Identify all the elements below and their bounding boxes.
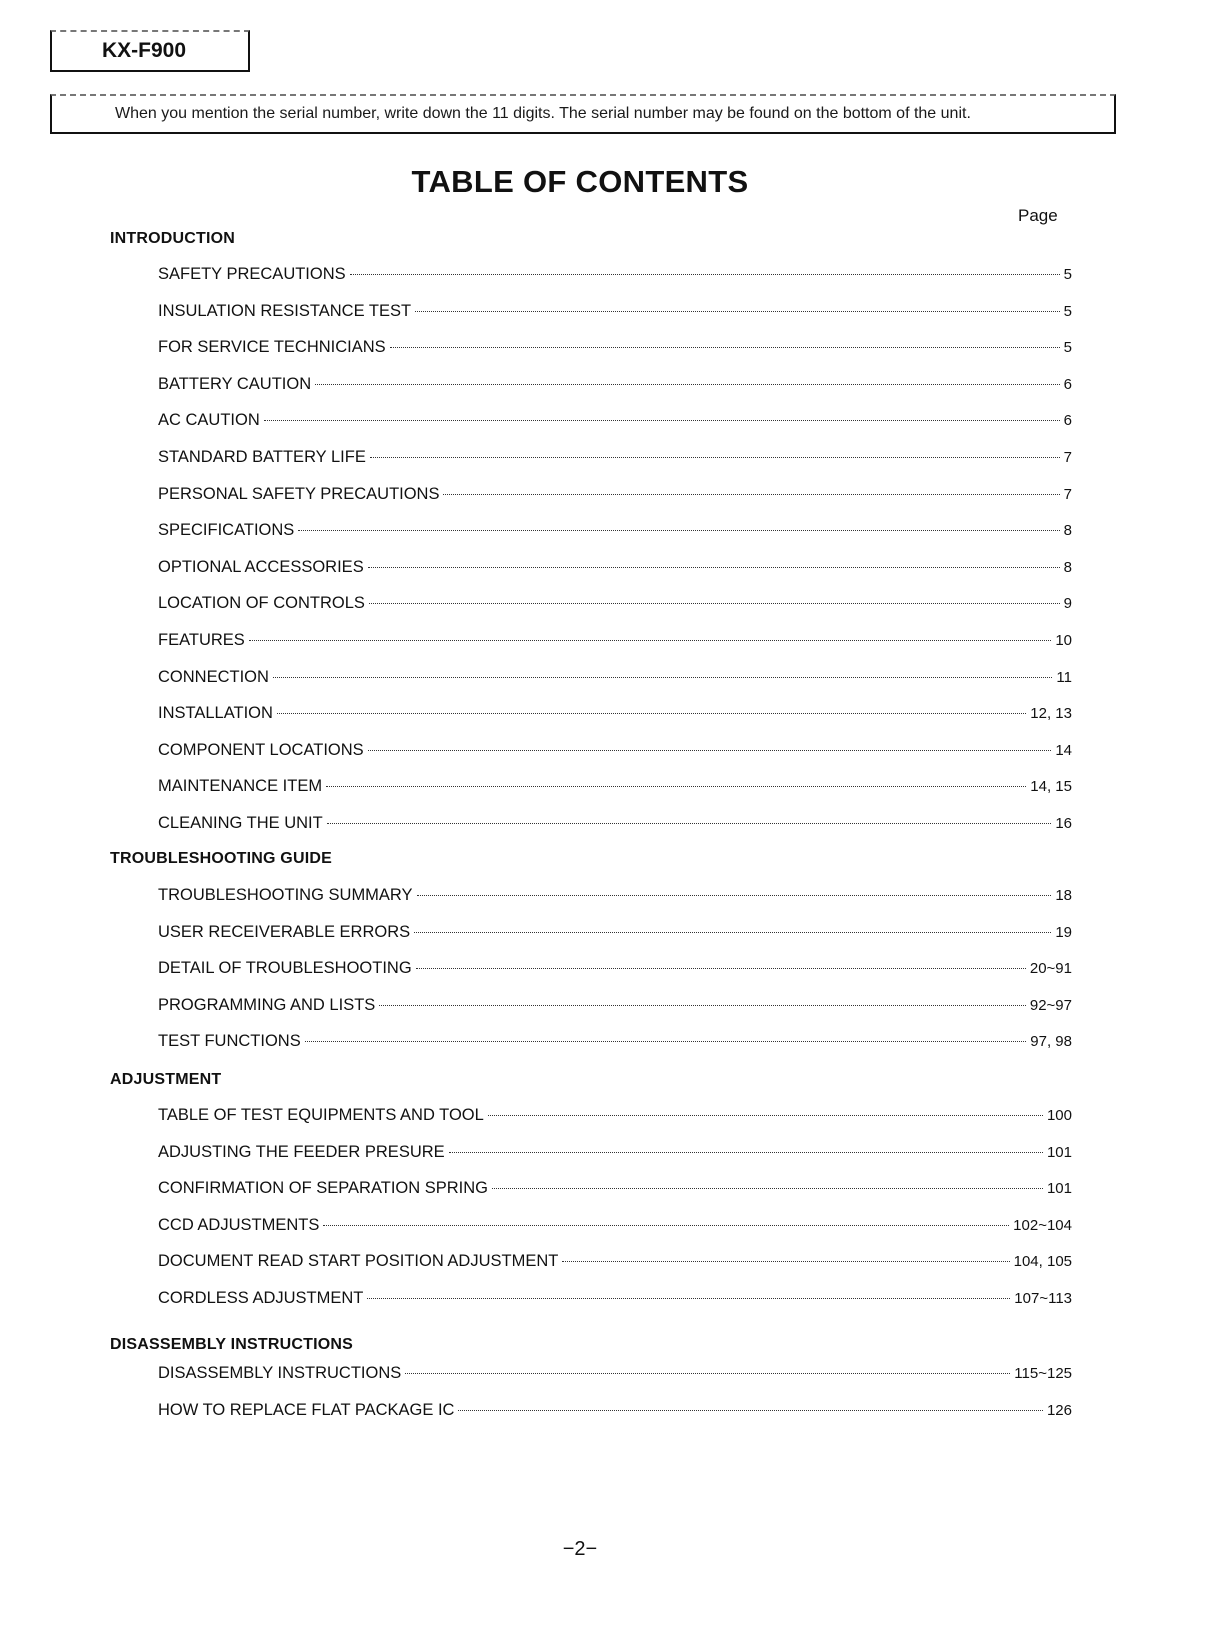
section-heading: INTRODUCTION bbox=[110, 230, 236, 247]
toc-entry bbox=[158, 814, 1072, 833]
toc-entry bbox=[158, 923, 1072, 942]
toc-entry-label: DISASSEMBLY INSTRUCTIONS bbox=[158, 1364, 402, 1382]
toc-entry-label: USER RECEIVERABLE ERRORS bbox=[158, 922, 411, 941]
toc-entry-label: FEATURES bbox=[158, 631, 245, 649]
toc-entry bbox=[158, 1252, 1072, 1271]
dot-leader bbox=[415, 311, 1060, 312]
model-number-box bbox=[50, 30, 250, 72]
dot-leader bbox=[370, 457, 1060, 458]
toc-entry bbox=[158, 886, 1072, 905]
dot-leader bbox=[315, 384, 1060, 385]
toc-entry bbox=[158, 302, 1072, 321]
dot-leader bbox=[379, 1005, 1026, 1006]
toc-entry-page: 9 bbox=[1063, 595, 1072, 613]
toc-entry-page: 6 bbox=[1063, 375, 1072, 393]
dot-leader bbox=[449, 1152, 1043, 1153]
toc-entry-label: FOR SERVICE TECHNICIANS bbox=[158, 338, 386, 357]
toc-entry bbox=[158, 1179, 1072, 1198]
dot-leader bbox=[405, 1373, 1010, 1374]
toc-entry-label: CORDLESS ADJUSTMENT bbox=[158, 1289, 364, 1307]
toc-entry bbox=[158, 1143, 1072, 1162]
toc-entry-label: TEST FUNCTIONS bbox=[158, 1032, 301, 1051]
dot-leader bbox=[368, 750, 1052, 751]
dot-leader bbox=[368, 567, 1060, 568]
serial-number-note-text: When you mention the serial number, write down the 11 digits. The serial number may be found on the bottom of the unit. bbox=[115, 105, 971, 122]
toc-entry-label: MAINTENANCE ITEM bbox=[158, 777, 323, 796]
toc-entry-page: 5 bbox=[1063, 339, 1072, 357]
toc-entry-label: ADJUSTING THE FEEDER PRESURE bbox=[158, 1142, 445, 1161]
toc-entry-label: TROUBLESHOOTING SUMMARY bbox=[158, 886, 413, 904]
toc-entry-label: TABLE OF TEST EQUIPMENTS AND TOOL bbox=[158, 1106, 484, 1124]
toc-entry-page: 19 bbox=[1055, 923, 1072, 941]
dot-leader bbox=[298, 530, 1059, 531]
toc-entry-label: CLEANING THE UNIT bbox=[158, 814, 323, 832]
dot-leader bbox=[369, 603, 1060, 604]
toc-entry-page: 7 bbox=[1063, 449, 1072, 466]
toc-entry bbox=[158, 558, 1072, 577]
toc-entry-label: LOCATION OF CONTROLS bbox=[158, 594, 365, 613]
toc-entry-label: DETAIL OF TROUBLESHOOTING bbox=[158, 959, 412, 978]
dot-leader bbox=[350, 274, 1060, 275]
toc-entry bbox=[158, 1289, 1072, 1308]
dot-leader bbox=[492, 1188, 1043, 1189]
dot-leader bbox=[327, 823, 1052, 824]
toc-entry-page: 18 bbox=[1055, 887, 1072, 904]
model-number: KX-F900 bbox=[102, 39, 187, 62]
toc-entry-page: 100 bbox=[1046, 1107, 1072, 1124]
toc-entry-label: CONFIRMATION OF SEPARATION SPRING bbox=[158, 1179, 489, 1198]
toc-entry bbox=[158, 485, 1072, 504]
toc-entry bbox=[158, 448, 1072, 467]
toc-entry-page: 97, 98 bbox=[1030, 1033, 1072, 1051]
dot-leader bbox=[273, 677, 1053, 678]
toc-entry bbox=[158, 704, 1072, 723]
section-heading: TROUBLESHOOTING GUIDE bbox=[110, 850, 332, 867]
page-number: −2− bbox=[562, 1538, 598, 1560]
section-heading: DISASSEMBLY INSTRUCTIONS bbox=[110, 1336, 354, 1353]
toc-entry bbox=[158, 1401, 1072, 1420]
toc-entry-page: 5 bbox=[1063, 266, 1072, 283]
dot-leader bbox=[277, 713, 1026, 714]
toc-entry-label: CCD ADJUSTMENTS bbox=[158, 1215, 320, 1234]
dot-leader bbox=[264, 420, 1060, 421]
dot-leader bbox=[414, 932, 1051, 933]
toc-entry-label: SAFETY PRECAUTIONS bbox=[158, 265, 346, 283]
toc-entry-page: 6 bbox=[1063, 412, 1072, 430]
toc-entry-label: PERSONAL SAFETY PRECAUTIONS bbox=[158, 484, 440, 503]
toc-entry-label: HOW TO REPLACE FLAT PACKAGE IC bbox=[158, 1400, 455, 1419]
dot-leader bbox=[417, 895, 1052, 896]
toc-entry-page: 102~104 bbox=[1013, 1216, 1072, 1234]
dot-leader bbox=[390, 347, 1060, 348]
toc-entry-label: PROGRAMMING AND LISTS bbox=[158, 995, 376, 1014]
toc-entry-page: 16 bbox=[1055, 815, 1072, 832]
dot-leader bbox=[326, 786, 1026, 787]
toc-entry-page: 8 bbox=[1063, 558, 1072, 576]
dot-leader bbox=[443, 494, 1059, 495]
toc-entry bbox=[158, 996, 1072, 1015]
dot-leader bbox=[458, 1410, 1043, 1411]
toc-entry-label: STANDARD BATTERY LIFE bbox=[158, 448, 366, 466]
toc-entry bbox=[158, 1106, 1072, 1125]
toc-entry bbox=[158, 411, 1072, 430]
toc-entry-page: 107~113 bbox=[1014, 1290, 1072, 1307]
toc-entry-page: 20~91 bbox=[1029, 960, 1072, 978]
toc-entry bbox=[158, 668, 1072, 687]
toc-entry-page: 8 bbox=[1063, 522, 1072, 540]
dot-leader bbox=[562, 1261, 1009, 1262]
dot-leader bbox=[323, 1225, 1009, 1226]
toc-entry-label: DOCUMENT READ START POSITION ADJUSTMENT bbox=[158, 1252, 559, 1271]
toc-entry bbox=[158, 265, 1072, 284]
toc-entry-page: 14 bbox=[1055, 741, 1072, 759]
toc-entry-page: 104, 105 bbox=[1013, 1253, 1072, 1271]
toc-entry bbox=[158, 631, 1072, 650]
toc-entry-page: 5 bbox=[1063, 302, 1072, 320]
serial-number-note bbox=[50, 94, 1116, 134]
toc-entry-label: INSTALLATION bbox=[158, 704, 273, 723]
page-column-label: Page bbox=[1018, 206, 1058, 225]
toc-entry-label: INSULATION RESISTANCE TEST bbox=[158, 301, 412, 320]
dot-leader bbox=[249, 640, 1052, 641]
toc-entry bbox=[158, 521, 1072, 540]
toc-entry bbox=[158, 741, 1072, 760]
toc-entry-page: 10 bbox=[1055, 632, 1072, 649]
toc-entry-label: CONNECTION bbox=[158, 667, 269, 686]
toc-entry-label: COMPONENT LOCATIONS bbox=[158, 740, 364, 759]
dot-leader bbox=[367, 1298, 1010, 1299]
toc-entry bbox=[158, 594, 1072, 613]
toc-entry-label: AC CAUTION bbox=[158, 411, 260, 430]
toc-entry bbox=[158, 1032, 1072, 1051]
dot-leader bbox=[488, 1115, 1043, 1116]
toc-entry-page: 101 bbox=[1046, 1180, 1072, 1198]
toc-entry-page: 115~125 bbox=[1014, 1365, 1072, 1382]
toc-entry-label: OPTIONAL ACCESSORIES bbox=[158, 557, 364, 576]
toc-entry-label: SPECIFICATIONS bbox=[158, 521, 295, 540]
dot-leader bbox=[305, 1041, 1027, 1042]
toc-entry-page: 11 bbox=[1056, 668, 1072, 686]
dot-leader bbox=[416, 968, 1026, 969]
toc-entry bbox=[158, 1216, 1072, 1235]
toc-entry bbox=[158, 959, 1072, 978]
toc-entry bbox=[158, 338, 1072, 357]
section-heading: ADJUSTMENT bbox=[110, 1071, 222, 1088]
toc-entry bbox=[158, 1364, 1072, 1383]
toc-entry bbox=[158, 777, 1072, 796]
toc-entry-label: BATTERY CAUTION bbox=[158, 374, 312, 393]
toc-entry bbox=[158, 375, 1072, 394]
toc-entry-page: 126 bbox=[1046, 1401, 1072, 1419]
toc-entry-page: 12, 13 bbox=[1030, 705, 1072, 723]
page-title: TABLE OF CONTENTS bbox=[411, 164, 749, 199]
toc-entry-page: 92~97 bbox=[1029, 996, 1072, 1014]
toc-entry-page: 7 bbox=[1063, 485, 1072, 503]
toc-entry-page: 101 bbox=[1046, 1143, 1072, 1161]
toc-entry-page: 14, 15 bbox=[1030, 778, 1072, 796]
